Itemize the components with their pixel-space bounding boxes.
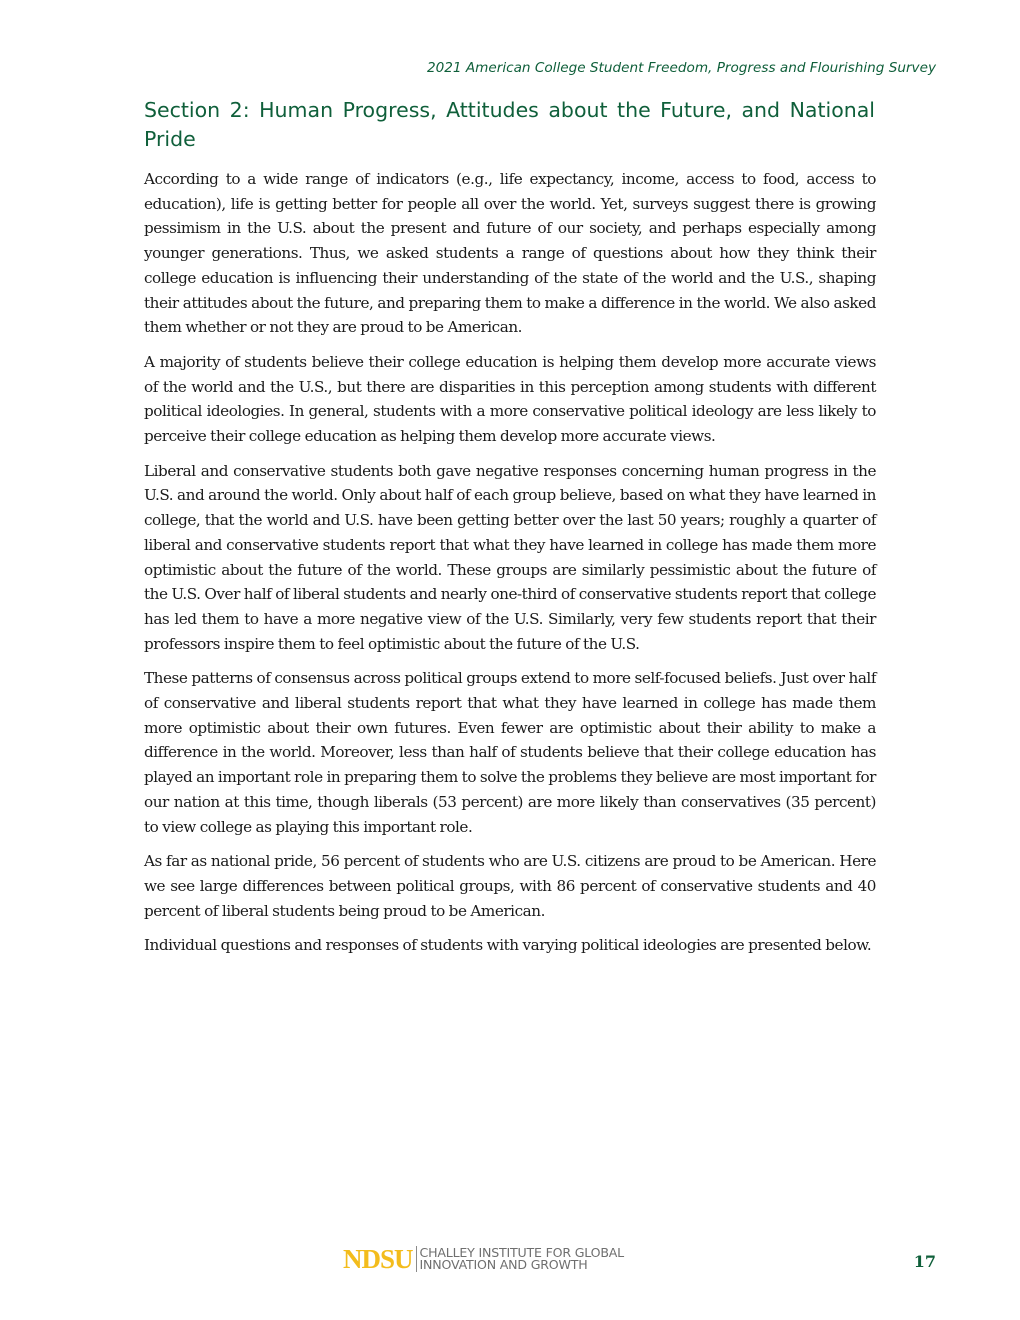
ndsu-wordmark: NDSU bbox=[343, 1244, 413, 1274]
institute-name bbox=[420, 1247, 624, 1271]
survey-title-header: 2021 American College Student Freedom, Progress and Flourishing Survey bbox=[426, 60, 936, 76]
paragraph: As far as national pride, 56 percent of students who are U.S. citizens are proud to be American. Here we see large differences between political groups, with 86 percent of conservative students and 40 percent of liberal students being proud to be American. bbox=[144, 852, 876, 920]
paragraph: Individual questions and responses of students with varying political ideologies are presented below. bbox=[144, 936, 872, 955]
ndsu-challey-logo bbox=[343, 1244, 624, 1274]
section-title: Section 2: Human Progress, Attitudes about the Future, and National Pride bbox=[144, 98, 875, 151]
institute-line-1: CHALLEY INSTITUTE FOR GLOBAL bbox=[419, 1245, 624, 1260]
institute-line-2: INNOVATION AND GROWTH bbox=[419, 1257, 588, 1272]
paragraph: These patterns of consensus across political groups extend to more self-focused beliefs. Just over half of conservative and liberal students report that what they have learned in college has made them more optimistic about their own futures. Even fewer are optimistic about their ability to make a difference in the world. Moreover, less than half of students believe that their college education has played an important role in preparing them to solve the problems they believe are most important for our nation at this time, though liberals (53 percent) are more likely than conservatives (35 percent) to view college as playing this important role. bbox=[144, 669, 876, 836]
paragraph: According to a wide range of indicators (e.g., life expectancy, income, access to food, access to education), life is getting better for people all over the world. Yet, surveys suggest there is growing pessimism in the U.S. about the present and future of our society, and perhaps especially among younger generations. Thus, we asked students a range of questions about how they think their college education is influencing their understanding of the state of the world and the U.S., shaping their attitudes about the future, and preparing them to make a difference in the world. We also asked them whether or not they are proud to be American. bbox=[144, 170, 876, 337]
body-text bbox=[144, 167, 876, 968]
page-number: 17 bbox=[913, 1252, 936, 1271]
paragraph: Liberal and conservative students both gave negative responses concerning human progress in the U.S. and around the world. Only about half of each group believe, based on what they have learned in college, that the world and U.S. have been getting better over the last 50 years; roughly a quarter of liberal and conservative students report that what they have learned in college has made them more optimistic about the future of the world. These groups are similarly pessimistic about the future of the U.S. Over half of liberal students and nearly one-third of conservative students report that college has led them to have a more negative view of the U.S. Similarly, very few students report that their professors inspire them to feel optimistic about the future of the U.S. bbox=[144, 461, 876, 653]
logo-divider bbox=[416, 1246, 417, 1272]
paragraph: A majority of students believe their college education is helping them develop more accurate views of the world and the U.S., but there are disparities in this perception among students with different political ideologies. In general, students with a more conservative political ideology are less likely to perceive their college education as helping them develop more accurate views. bbox=[144, 352, 876, 446]
